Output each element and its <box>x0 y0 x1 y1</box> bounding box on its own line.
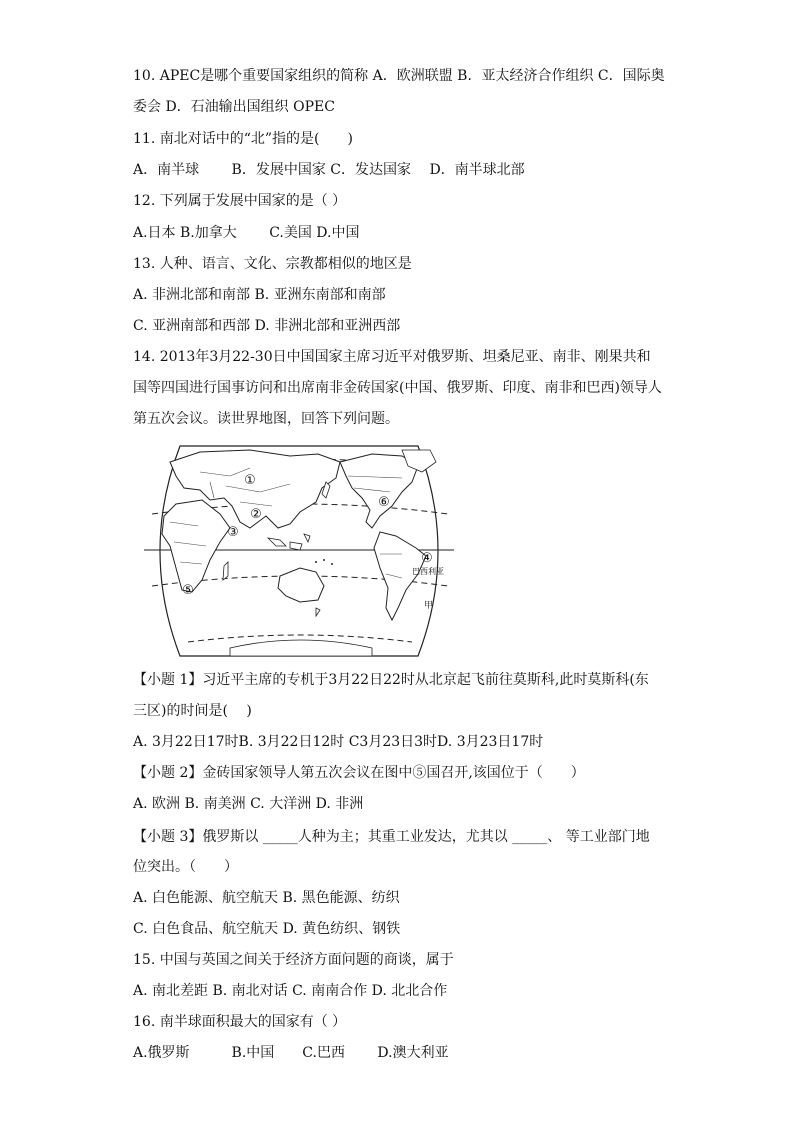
marker-3: ③ <box>227 525 239 540</box>
island-dot <box>323 559 325 561</box>
text-line: 第五次会议。读世界地图，回答下列问题。 <box>133 411 399 427</box>
text-line: 国等四国进行国事访问和出席南非金砖国家(中国、俄罗斯、印度、南非和巴西)领导人 <box>133 380 662 396</box>
text-line: 【小题 3】俄罗斯以 _____人种为主；其重工业发达，尤其以 _____、 等工业部门地 <box>133 829 650 845</box>
world-map <box>140 442 458 660</box>
text-line: 位突出。（ ） <box>133 859 238 875</box>
text-line: A．南半球 B．发展中国家 C．发达国家 D．南半球北部 <box>133 162 525 178</box>
island-dot <box>331 563 333 565</box>
text-line: 委会 D．石油输出国组织 OPEC <box>133 99 335 115</box>
text-line: C. 白色食品、航空航天 D. 黄色纺织、钢铁 <box>133 921 401 937</box>
marker-4: ④ <box>421 551 433 566</box>
text-line: A. 南北差距 B. 南北对话 C. 南南合作 D. 北北合作 <box>133 983 448 999</box>
text-line: 16. 南半球面积最大的国家有（ ） <box>133 1014 347 1030</box>
text-line: A. 欧洲 B. 南美洲 C. 大洋洲 D. 非洲 <box>133 796 364 812</box>
brasilia-label: 巴西利亚 <box>412 567 444 576</box>
text-line: A.日本 B.加拿大 C.美国 D.中国 <box>133 225 360 241</box>
marker-5: ⑤ <box>182 583 194 598</box>
text-line: A. 3月22日17时B. 3月22日12时 C3月23日3时D. 3月23日17时 <box>133 734 544 750</box>
jia-label: 甲 <box>424 601 434 611</box>
text-line: 三区)的时间是( ) <box>133 703 252 719</box>
text-line: 11. 南北对话中的“北”指的是( ) <box>133 131 353 147</box>
text-line: 13. 人种、语言、文化、宗教都相似的地区是 <box>133 256 412 272</box>
text-line: A. 非洲北部和南部 B. 亚洲东南部和南部 <box>133 287 386 303</box>
text-line: C. 亚洲南部和西部 D. 非洲北部和亚洲西部 <box>133 318 401 334</box>
text-line: 【小题 1】习近平主席的专机于3月22日22时从北京起飞前往莫斯科,此时莫斯科(东 <box>133 672 649 688</box>
text-line: 12. 下列属于发展中国家的是（ ） <box>133 193 347 209</box>
text-line: 15. 中国与英国之间关于经济方面问题的商谈，属于 <box>133 952 454 968</box>
marker-2: ② <box>250 507 262 522</box>
marker-1: ① <box>244 473 256 488</box>
text-line: A. 白色能源、航空航天 B. 黑色能源、纺织 <box>133 890 400 906</box>
text-line: 10. APEC是哪个重要国家组织的简称 A．欧洲联盟 B．亚太经济合作组织 C．国际奥 <box>133 68 665 84</box>
marker-6: ⑥ <box>378 495 390 510</box>
text-line: 【小题 2】金砖国家领导人第五次会议在图中⑤国召开,该国位于（ ） <box>133 765 585 781</box>
text-line: A.俄罗斯 B.中国 C.巴西 D.澳大利亚 <box>133 1045 449 1061</box>
island-dot <box>315 561 317 563</box>
text-line: 14. 2013年3月22-30日中国国家主席习近平对俄罗斯、坦桑尼亚、南非、刚果共和 <box>133 349 651 365</box>
